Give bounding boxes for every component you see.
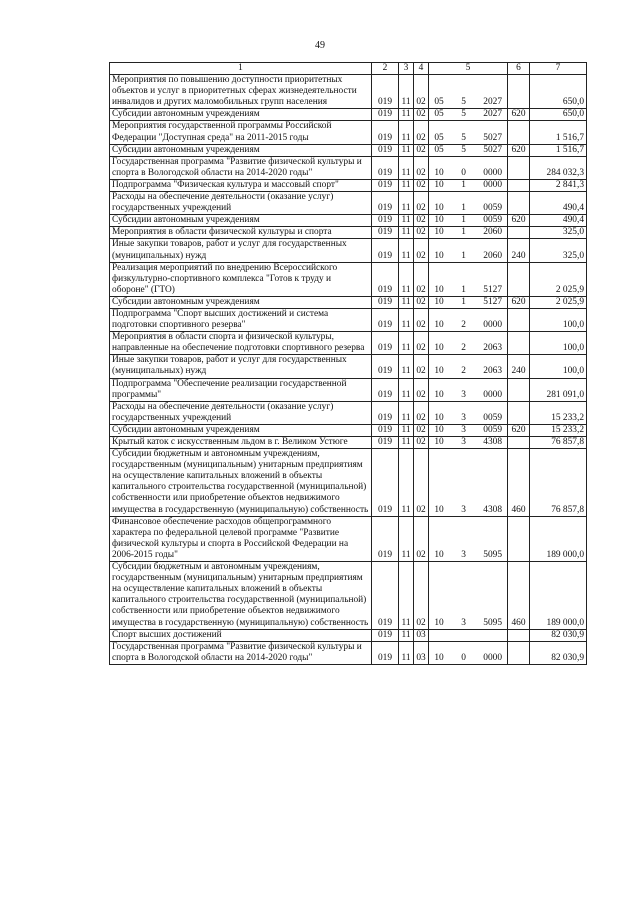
expense-type-cell: 460 <box>508 449 530 517</box>
target-article-part: 4308 <box>483 437 502 447</box>
code-cell: 019 <box>372 355 399 378</box>
table-row <box>110 629 587 641</box>
amount-cell: 490,4 <box>530 192 587 215</box>
target-article-part: 0059 <box>483 203 502 214</box>
section-cell: 11 <box>399 308 414 331</box>
row-name-cell: Реализация мероприятий по внедрению Всероссийского физкультурно-спортивного комплекса "Готов к труду и обороне" (ГТО) <box>110 262 372 296</box>
row-name-cell: Субсидии автономным учреждениям <box>110 424 372 436</box>
subsection-cell: 02 <box>414 262 429 296</box>
target-article-part: 5127 <box>483 284 502 295</box>
expense-type-cell <box>508 156 530 179</box>
target-article-cell <box>429 424 508 436</box>
target-article-part: 0000 <box>483 179 502 190</box>
section-cell: 11 <box>399 401 414 424</box>
section-cell: 11 <box>399 109 414 121</box>
subsection-cell: 02 <box>414 332 429 355</box>
expense-type-cell <box>508 308 530 331</box>
subsection-cell: 02 <box>414 75 429 109</box>
table-row <box>110 401 587 424</box>
section-cell: 11 <box>399 449 414 517</box>
section-cell: 11 <box>399 75 414 109</box>
section-cell: 11 <box>399 227 414 239</box>
subsection-cell: 02 <box>414 308 429 331</box>
expense-type-cell <box>508 401 530 424</box>
target-article-part: 10 <box>434 250 444 261</box>
table-row <box>110 262 587 296</box>
table-row <box>110 562 587 630</box>
target-article-part: 0000 <box>483 320 502 331</box>
subsection-cell: 02 <box>414 109 429 121</box>
expense-type-cell <box>508 121 530 144</box>
target-article-cell <box>429 109 508 121</box>
subsection-cell: 02 <box>414 516 429 561</box>
target-article-part: 3 <box>461 549 466 560</box>
target-article-part: 0059 <box>483 412 502 423</box>
section-cell: 11 <box>399 215 414 227</box>
target-article-part: 3 <box>461 412 466 423</box>
expense-type-cell <box>508 629 530 641</box>
subsection-cell: 02 <box>414 296 429 308</box>
target-article-cell <box>429 378 508 401</box>
table-row <box>110 192 587 215</box>
amount-cell: 2 025,9 <box>530 262 587 296</box>
section-cell: 11 <box>399 156 414 179</box>
amount-cell: 100,0 <box>530 332 587 355</box>
row-name-cell: Подпрограмма "Спорт высших достижений и система подготовки спортивного резерва" <box>110 308 372 331</box>
row-name-cell: Иные закупки товаров, работ и услуг для государственных (муниципальных) нужд <box>110 239 372 262</box>
target-article-part: 10 <box>434 203 444 214</box>
expense-type-cell <box>508 75 530 109</box>
target-article-part: 05 <box>434 109 444 120</box>
expense-type-cell: 240 <box>508 239 530 262</box>
expense-type-cell: 460 <box>508 562 530 630</box>
header-row <box>110 63 587 75</box>
target-article-part: 0000 <box>483 389 502 400</box>
row-name-cell: Субсидии автономным учреждениям <box>110 296 372 308</box>
section-cell: 11 <box>399 296 414 308</box>
amount-cell: 82 030,9 <box>530 641 587 664</box>
target-article-part: 0000 <box>483 652 502 663</box>
target-article-part: 2 <box>461 320 466 331</box>
target-article-part: 3 <box>461 424 466 435</box>
target-article-part: 10 <box>434 437 444 447</box>
table-row <box>110 215 587 227</box>
target-article-part: 10 <box>434 549 444 560</box>
section-cell: 11 <box>399 355 414 378</box>
table-row <box>110 516 587 561</box>
amount-cell: 650,0 <box>530 109 587 121</box>
section-cell: 11 <box>399 516 414 561</box>
target-article-part: 10 <box>434 296 444 307</box>
row-name-cell: Расходы на обеспечение деятельности (оказание услуг) государственных учреждений <box>110 401 372 424</box>
row-name-cell: Мероприятия в области спорта и физической культуры, направленные на обеспечение подготовки спортивного резерва <box>110 332 372 355</box>
code-cell: 019 <box>372 262 399 296</box>
table-row <box>110 121 587 144</box>
section-cell: 11 <box>399 378 414 401</box>
target-article-part: 2 <box>461 343 466 354</box>
column-header: 2 <box>372 63 399 75</box>
target-article-cell <box>429 516 508 561</box>
target-article-part: 5 <box>461 132 466 143</box>
target-article-cell <box>429 227 508 239</box>
subsection-cell: 02 <box>414 144 429 156</box>
row-name-cell: Мероприятия в области физической культуры и спорта <box>110 227 372 239</box>
target-article-part: 10 <box>434 320 444 331</box>
table-row <box>110 156 587 179</box>
code-cell: 019 <box>372 378 399 401</box>
target-article-part: 4308 <box>483 504 502 515</box>
target-article-part: 10 <box>434 504 444 515</box>
section-cell: 11 <box>399 192 414 215</box>
expense-type-cell: 620 <box>508 144 530 156</box>
target-article-part: 0 <box>461 652 466 663</box>
target-article-cell <box>429 308 508 331</box>
target-article-part: 05 <box>434 132 444 143</box>
target-article-part: 5027 <box>483 144 502 155</box>
row-name-cell: Иные закупки товаров, работ и услуг для государственных (муниципальных) нужд <box>110 355 372 378</box>
amount-cell: 325,0 <box>530 239 587 262</box>
amount-cell: 15 233,2 <box>530 401 587 424</box>
table-row <box>110 75 587 109</box>
column-header: 4 <box>414 63 429 75</box>
code-cell: 019 <box>372 401 399 424</box>
amount-cell: 490,4 <box>530 215 587 227</box>
target-article-cell <box>429 355 508 378</box>
expense-type-cell: 620 <box>508 424 530 436</box>
target-article-part: 2063 <box>483 366 502 377</box>
column-header: 3 <box>399 63 414 75</box>
target-article-part: 1 <box>461 179 466 190</box>
target-article-part: 3 <box>461 389 466 400</box>
subsection-cell: 02 <box>414 355 429 378</box>
target-article-part: 05 <box>434 97 444 108</box>
target-article-cell <box>429 75 508 109</box>
amount-cell: 189 000,0 <box>530 516 587 561</box>
subsection-cell: 03 <box>414 629 429 641</box>
table-row <box>110 378 587 401</box>
expense-type-cell: 240 <box>508 355 530 378</box>
table-row <box>110 641 587 664</box>
subsection-cell: 02 <box>414 192 429 215</box>
target-article-part: 10 <box>434 179 444 190</box>
amount-cell: 100,0 <box>530 355 587 378</box>
target-article-part: 2060 <box>483 227 502 238</box>
target-article-part: 0000 <box>483 167 502 178</box>
section-cell: 11 <box>399 641 414 664</box>
amount-cell: 189 000,0 <box>530 562 587 630</box>
code-cell: 019 <box>372 192 399 215</box>
row-name-cell: Субсидии бюджетным и автономным учреждениям, государственным (муниципальным) унитарным предприятиям на осуществление капитальных вложений в объекты капитального строительства государственной (муниципальной) собственности или приобретение объектов недвижимого имущества в государственную (муниципальную) собственность <box>110 449 372 517</box>
expense-type-cell <box>508 179 530 191</box>
code-cell: 019 <box>372 332 399 355</box>
target-article-part: 5 <box>461 109 466 120</box>
section-cell: 11 <box>399 562 414 630</box>
expense-type-cell <box>508 192 530 215</box>
amount-cell: 100,0 <box>530 308 587 331</box>
subsection-cell: 02 <box>414 121 429 144</box>
target-article-part: 5127 <box>483 296 502 307</box>
code-cell: 019 <box>372 562 399 630</box>
target-article-cell <box>429 641 508 664</box>
target-article-cell <box>429 437 508 449</box>
column-header: 7 <box>530 63 587 75</box>
expense-type-cell <box>508 227 530 239</box>
table-row <box>110 355 587 378</box>
target-article-cell <box>429 296 508 308</box>
code-cell: 019 <box>372 239 399 262</box>
section-cell: 11 <box>399 239 414 262</box>
amount-cell: 2 025,9 <box>530 296 587 308</box>
code-cell: 019 <box>372 215 399 227</box>
row-name-cell: Субсидии бюджетным и автономным учреждениям, государственным (муниципальным) унитарным предприятиям на осуществление капитальных вложений в объекты капитального строительства государственной (муниципальной) собственности или приобретение объектов недвижимого имущества в государственную (муниципальную) собственность <box>110 562 372 630</box>
table-row <box>110 179 587 191</box>
table-row <box>110 227 587 239</box>
amount-cell: 281 091,0 <box>530 378 587 401</box>
target-article-cell <box>429 401 508 424</box>
row-name-cell: Финансовое обеспечение расходов общепрограммного характера по федеральной целевой программе "Развитие физической культуры и спорта в Российской Федерации на 2006-2015 годы" <box>110 516 372 561</box>
expense-type-cell <box>508 332 530 355</box>
amount-cell: 76 857,8 <box>530 449 587 517</box>
amount-cell: 2 841,3 <box>530 179 587 191</box>
budget-table <box>109 62 587 665</box>
subsection-cell: 02 <box>414 215 429 227</box>
target-article-part: 0059 <box>483 424 502 435</box>
table-row <box>110 239 587 262</box>
target-article-cell <box>429 144 508 156</box>
target-article-part: 3 <box>461 437 466 447</box>
target-article-part: 5 <box>461 144 466 155</box>
column-header: 6 <box>508 63 530 75</box>
code-cell: 019 <box>372 144 399 156</box>
target-article-cell <box>429 262 508 296</box>
target-article-cell <box>429 562 508 630</box>
row-name-cell: Субсидии автономным учреждениям <box>110 109 372 121</box>
subsection-cell: 02 <box>414 562 429 630</box>
target-article-part: 3 <box>461 617 466 628</box>
target-article-cell <box>429 121 508 144</box>
amount-cell: 325,0 <box>530 227 587 239</box>
expense-type-cell <box>508 641 530 664</box>
amount-cell: 1 516,7 <box>530 144 587 156</box>
target-article-part: 1 <box>461 284 466 295</box>
target-article-part: 10 <box>434 167 444 178</box>
section-cell: 11 <box>399 262 414 296</box>
amount-cell: 650,0 <box>530 75 587 109</box>
target-article-part: 1 <box>461 203 466 214</box>
target-article-cell <box>429 156 508 179</box>
subsection-cell: 02 <box>414 378 429 401</box>
target-article-part: 05 <box>434 144 444 155</box>
row-name-cell: Подпрограмма "Физическая культура и массовый спорт" <box>110 179 372 191</box>
subsection-cell: 02 <box>414 156 429 179</box>
target-article-part: 0 <box>461 167 466 178</box>
subsection-cell: 02 <box>414 449 429 517</box>
target-article-part: 10 <box>434 389 444 400</box>
table-row <box>110 144 587 156</box>
target-article-part: 10 <box>434 227 444 238</box>
target-article-part: 2027 <box>483 109 502 120</box>
code-cell: 019 <box>372 227 399 239</box>
section-cell: 11 <box>399 424 414 436</box>
target-article-part: 10 <box>434 617 444 628</box>
target-article-part: 5095 <box>483 617 502 628</box>
code-cell: 019 <box>372 296 399 308</box>
table-row <box>110 109 587 121</box>
page-number: 49 <box>315 40 325 51</box>
target-article-cell <box>429 239 508 262</box>
expense-type-cell <box>508 262 530 296</box>
expense-type-cell: 620 <box>508 109 530 121</box>
target-article-part: 2063 <box>483 343 502 354</box>
table-row <box>110 308 587 331</box>
code-cell: 019 <box>372 156 399 179</box>
target-article-part: 10 <box>434 284 444 295</box>
row-name-cell: Субсидии автономным учреждениям <box>110 215 372 227</box>
expense-type-cell <box>508 437 530 449</box>
row-name-cell: Подпрограмма "Обеспечение реализации государственной программы" <box>110 378 372 401</box>
expense-type-cell: 620 <box>508 215 530 227</box>
code-cell: 019 <box>372 437 399 449</box>
code-cell: 019 <box>372 641 399 664</box>
target-article-part: 10 <box>434 215 444 226</box>
target-article-part: 10 <box>434 343 444 354</box>
table-row <box>110 437 587 449</box>
subsection-cell: 02 <box>414 424 429 436</box>
target-article-part: 0059 <box>483 215 502 226</box>
amount-cell: 284 032,3 <box>530 156 587 179</box>
subsection-cell: 02 <box>414 401 429 424</box>
subsection-cell: 02 <box>414 437 429 449</box>
table-row <box>110 296 587 308</box>
row-name-cell: Крытый каток с искусственным льдом в г. Великом Устюге <box>110 437 372 449</box>
subsection-cell: 02 <box>414 227 429 239</box>
code-cell: 019 <box>372 516 399 561</box>
code-cell: 019 <box>372 179 399 191</box>
target-article-part: 2 <box>461 366 466 377</box>
target-article-part: 10 <box>434 652 444 663</box>
code-cell: 019 <box>372 109 399 121</box>
target-article-part: 10 <box>434 366 444 377</box>
table-row <box>110 449 587 517</box>
table-row <box>110 332 587 355</box>
target-article-cell <box>429 192 508 215</box>
row-name-cell: Субсидии автономным учреждениям <box>110 144 372 156</box>
target-article-part: 3 <box>461 504 466 515</box>
section-cell: 11 <box>399 629 414 641</box>
target-article-part: 1 <box>461 296 466 307</box>
target-article-part: 1 <box>461 215 466 226</box>
target-article-part: 2060 <box>483 250 502 261</box>
code-cell: 019 <box>372 449 399 517</box>
row-name-cell: Расходы на обеспечение деятельности (оказание услуг) государственных учреждений <box>110 192 372 215</box>
target-article-part: 5095 <box>483 549 502 560</box>
target-article-part: 10 <box>434 412 444 423</box>
row-name-cell: Мероприятия по повышению доступности приоритетных объектов и услуг в приоритетных сферах жизнедеятельности инвалидов и других маломобильных групп населения <box>110 75 372 109</box>
table-row <box>110 424 587 436</box>
target-article-cell <box>429 449 508 517</box>
expense-type-cell <box>508 516 530 561</box>
column-header: 1 <box>110 63 372 75</box>
row-name-cell: Спорт высших достижений <box>110 629 372 641</box>
subsection-cell: 02 <box>414 239 429 262</box>
amount-cell: 76 857,8 <box>530 437 587 449</box>
row-name-cell: Мероприятия государственной программы Российской Федерации "Доступная среда" на 2011-2015 годы <box>110 121 372 144</box>
target-article-cell <box>429 179 508 191</box>
column-header: 5 <box>429 63 508 75</box>
target-article-part: 1 <box>461 250 466 261</box>
code-cell: 019 <box>372 308 399 331</box>
target-article-part: 10 <box>434 424 444 435</box>
section-cell: 11 <box>399 121 414 144</box>
code-cell: 019 <box>372 121 399 144</box>
target-article-part: 1 <box>461 227 466 238</box>
target-article-cell <box>429 629 508 641</box>
code-cell: 019 <box>372 629 399 641</box>
expense-type-cell <box>508 378 530 401</box>
section-cell: 11 <box>399 144 414 156</box>
subsection-cell: 03 <box>414 641 429 664</box>
section-cell: 11 <box>399 179 414 191</box>
target-article-part: 5 <box>461 97 466 108</box>
target-article-cell <box>429 215 508 227</box>
amount-cell: 1 516,7 <box>530 121 587 144</box>
target-article-part: 5027 <box>483 132 502 143</box>
target-article-part: 2027 <box>483 97 502 108</box>
amount-cell: 15 233,2 <box>530 424 587 436</box>
code-cell: 019 <box>372 424 399 436</box>
target-article-cell <box>429 332 508 355</box>
row-name-cell: Государственная программа "Развитие физической культуры и спорта в Вологодской области на 2014-2020 годы" <box>110 641 372 664</box>
code-cell: 019 <box>372 75 399 109</box>
subsection-cell: 02 <box>414 179 429 191</box>
section-cell: 11 <box>399 332 414 355</box>
amount-cell: 82 030,9 <box>530 629 587 641</box>
expense-type-cell: 620 <box>508 296 530 308</box>
row-name-cell: Государственная программа "Развитие физической культуры и спорта в Вологодской области на 2014-2020 годы" <box>110 156 372 179</box>
section-cell: 11 <box>399 437 414 449</box>
